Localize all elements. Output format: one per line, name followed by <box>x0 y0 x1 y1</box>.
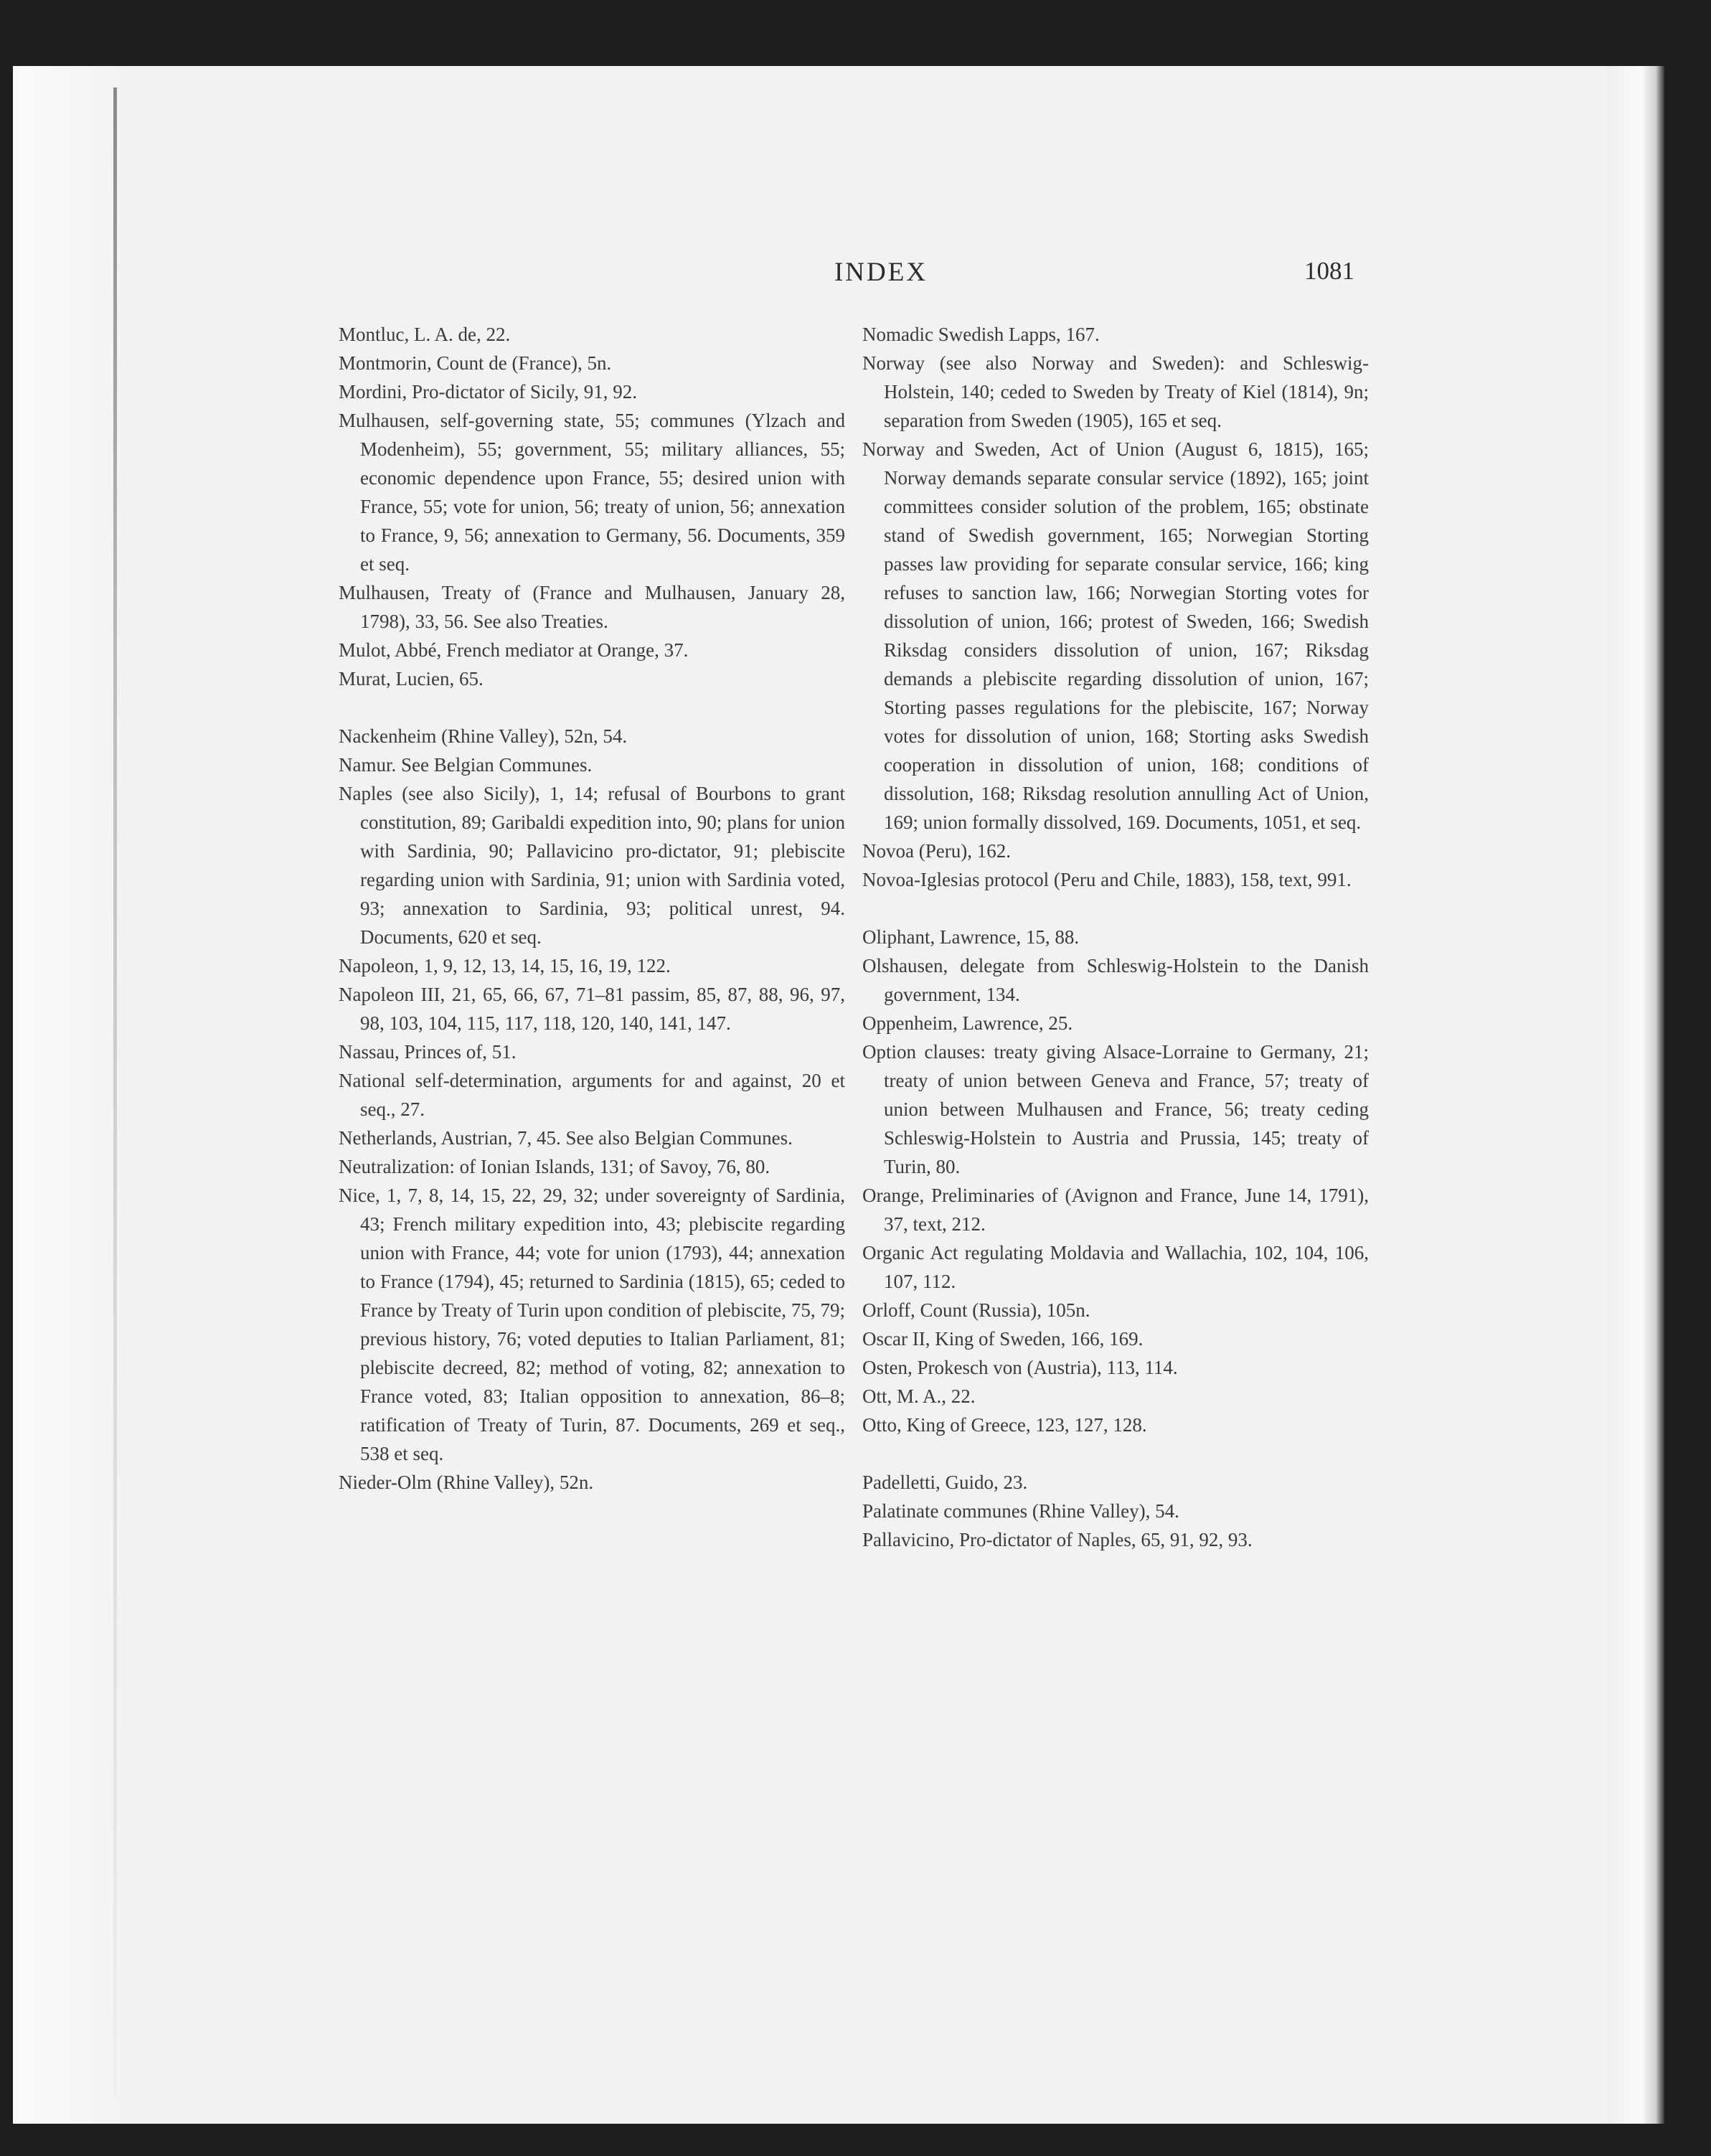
index-entry: Norway and Sweden, Act of Union (August 6, 1815), 165; Norway demands separate consular service (1892), 165; joint committees consider solution of the problem, 165; obstinate stand of Swedish government, 165; Norwegian Storting passes law providing for separate consular service, 166; king refuses to sanction law, 166; Norwegian Storting votes for dissolution of union, 166; protest of Sweden, 166; Swedish Riksdag considers dissolution of union, 167; Riksdag demands a plebiscite regarding dissolution of union, 167; Storting passes regulations for the plebiscite, 167; Norway votes for dissolution of union, 168; Storting asks Swedish cooperation in dissolution of union, 168; conditions of dissolution, 168; Riksdag resolution annulling Act of Union, 169; union formally dissolved, 169. Documents, 1051, et seq. <box>862 438 1369 833</box>
index-entry: Orloff, Count (Russia), 105n. <box>862 1299 1090 1321</box>
index-entry: Nassau, Princes of, 51. <box>339 1041 517 1063</box>
index-entry: Orange, Preliminaries of (Avignon and France, June 14, 1791), 37, text, 212. <box>862 1185 1369 1235</box>
index-column-left <box>339 320 845 1497</box>
index-entry: Netherlands, Austrian, 7, 45. See also Belgian Communes. <box>339 1127 793 1149</box>
index-entry: Mordini, Pro-dictator of Sicily, 91, 92. <box>339 381 637 403</box>
index-entry: Osten, Prokesch von (Austria), 113, 114. <box>862 1357 1178 1378</box>
index-entry: Mulhausen, self-governing state, 55; communes (Ylzach and Modenheim), 55; government, 55; military alliances, 55; economic dependence upon France, 55; desired union with France, 55; vote for union, 56; treaty of union, 56; annexation to France, 9, 56; annexation to Germany, 56. Documents, 359 et seq. <box>339 410 845 575</box>
index-column-right <box>862 320 1369 1554</box>
index-entry: Oliphant, Lawrence, 15, 88. <box>862 926 1080 948</box>
index-entry: Organic Act regulating Moldavia and Wallachia, 102, 104, 106, 107, 112. <box>862 1242 1369 1292</box>
page-edge <box>1607 66 1664 2124</box>
index-entry: Nackenheim (Rhine Valley), 52n, 54. <box>339 725 628 747</box>
index-entry: Oppenheim, Lawrence, 25. <box>862 1012 1073 1034</box>
index-entry: Montmorin, Count de (France), 5n. <box>339 352 612 374</box>
index-entry: Novoa (Peru), 162. <box>862 840 1011 862</box>
index-entry: Padelletti, Guido, 23. <box>862 1472 1028 1493</box>
binding-edge-mark <box>113 88 117 2096</box>
index-entry: Novoa-Iglesias protocol (Peru and Chile, 1883), 158, text, 991. <box>862 869 1352 890</box>
index-entry: Pallavicino, Pro-dictator of Naples, 65, 91, 92, 93. <box>862 1529 1253 1550</box>
index-entry: Mulhausen, Treaty of (France and Mulhausen, January 28, 1798), 33, 56. See also Treaties. <box>339 582 845 632</box>
index-entry: Otto, King of Greece, 123, 127, 128. <box>862 1414 1147 1436</box>
index-entry: Montluc, L. A. de, 22. <box>339 324 511 345</box>
index-entry: Napoleon, 1, 9, 12, 13, 14, 15, 16, 19, 122. <box>339 955 671 976</box>
index-entry: Oscar II, King of Sweden, 166, 169. <box>862 1328 1144 1350</box>
index-entry: Nice, 1, 7, 8, 14, 15, 22, 29, 32; under sovereignty of Sardinia, 43; French military expedition into, 43; plebiscite regarding union with France, 44; vote for union (1793), 44; annexation to France (1794), 45; returned to Sardinia (1815), 65; ceded to France by Treaty of Turin upon condition of plebiscite, 75, 79; previous history, 76; voted deputies to Italian Parliament, 81; plebiscite decreed, 82; method of voting, 82; annexation to France voted, 83; Italian opposition to annexation, 86–8; ratification of Treaty of Turin, 87. Documents, 269 et seq., 538 et seq. <box>339 1185 845 1464</box>
index-entry: Option clauses: treaty giving Alsace-Lorraine to Germany, 21; treaty of union between Geneva and France, 57; treaty of union between Mulhausen and France, 56; treaty ceding Schleswig-Holstein to Austria and Prussia, 145; treaty of Turin, 80. <box>862 1041 1369 1177</box>
index-entry: National self-determination, arguments for and against, 20 et seq., 27. <box>339 1070 845 1120</box>
index-entry: Nomadic Swedish Lapps, 167. <box>862 324 1100 345</box>
page-number: 1081 <box>1304 257 1354 285</box>
index-entry: Ott, M. A., 22. <box>862 1385 976 1407</box>
index-entry: Naples (see also Sicily), 1, 14; refusal of Bourbons to grant constitution, 89; Garibaldi expedition into, 90; plans for union with Sardinia, 90; Pallavicino pro-dictator, 91; plebiscite regarding union with Sardinia, 91; union with Sardinia voted, 93; annexation to Sardinia, 93; political unrest, 94. Documents, 620 et seq. <box>339 783 845 948</box>
index-entry: Mulot, Abbé, French mediator at Orange, 37. <box>339 639 689 661</box>
index-entry: Norway (see also Norway and Sweden): and Schleswig-Holstein, 140; ceded to Sweden by Treaty of Kiel (1814), 9n; separation from Sweden (1905), 165 et seq. <box>862 352 1369 431</box>
index-entry: Napoleon III, 21, 65, 66, 67, 71–81 passim, 85, 87, 88, 96, 97, 98, 103, 104, 115, 117, 118, 120, 140, 141, 147. <box>339 984 845 1034</box>
index-entry: Namur. See Belgian Communes. <box>339 754 593 776</box>
page-header <box>0 257 1711 293</box>
running-head: INDEX <box>834 258 928 287</box>
index-entry: Nieder-Olm (Rhine Valley), 52n. <box>339 1472 594 1493</box>
index-entry: Neutralization: of Ionian Islands, 131; of Savoy, 76, 80. <box>339 1156 770 1177</box>
index-entry: Palatinate communes (Rhine Valley), 54. <box>862 1500 1179 1522</box>
index-entry: Olshausen, delegate from Schleswig-Holstein to the Danish government, 134. <box>862 955 1369 1005</box>
index-entry: Murat, Lucien, 65. <box>339 668 484 689</box>
